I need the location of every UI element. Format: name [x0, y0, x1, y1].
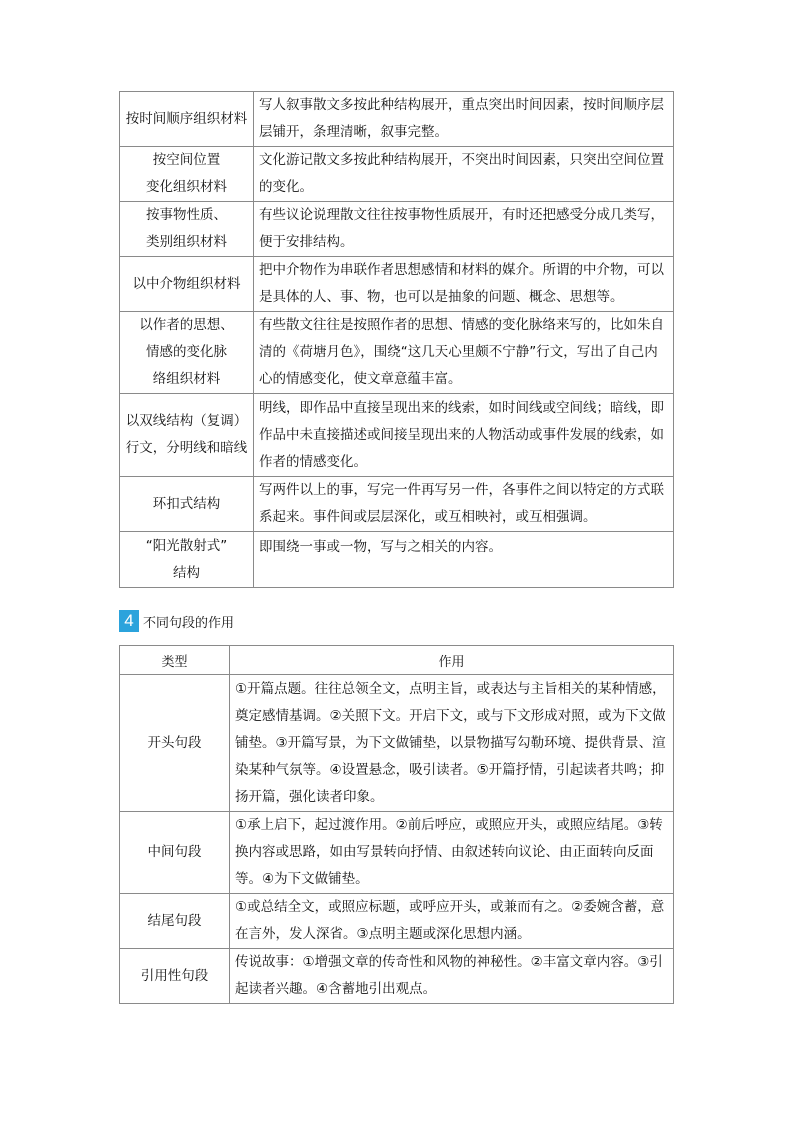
sentence-function-table — [119, 645, 674, 1004]
row-description: ①或总结全文，或照应标题，或呼应开头，或兼而有之。②委婉含蓄，意在言外，发人深省。③点明主题或深化思想内涵。 — [230, 894, 674, 949]
row-description: 明线，即作品中直接呈现出来的线索，如时间线或空间线；暗线，即作品中未直接描述或间接呈现出来的人物活动或事件发展的线索，如作者的情感变化。 — [254, 394, 674, 477]
table-row — [120, 312, 674, 394]
section-number-badge: 4 — [119, 610, 139, 632]
table-row — [120, 949, 674, 1004]
section-heading — [119, 610, 234, 632]
column-header-type: 类型 — [120, 646, 230, 675]
section-title: 不同句段的作用 — [143, 616, 235, 631]
row-label: 引用性句段 — [120, 949, 230, 1004]
row-label: 按空间位置 变化组织材料 — [120, 147, 254, 202]
row-description: 传说故事：①增强文章的传奇性和风物的神秘性。②丰富文章内容。③引起读者兴趣。④含蓄地引出观点。 — [230, 949, 674, 1004]
row-label: 以作者的思想、 情感的变化脉 络组织材料 — [120, 312, 254, 394]
table-row — [120, 894, 674, 949]
row-label: “阳光散射式” 结构 — [120, 532, 254, 588]
table-row — [120, 202, 674, 257]
table-row — [120, 257, 674, 312]
row-label: 开头句段 — [120, 675, 230, 812]
row-label: 按事物性质、 类别组织材料 — [120, 202, 254, 257]
table-row — [120, 92, 674, 147]
row-description: 有些散文往往是按照作者的思想、情感的变化脉络来写的，比如朱自清的《荷塘月色》，围绕“这几天心里颇不宁静”行文，写出了自己内心的情感变化，使文章意蕴丰富。 — [254, 312, 674, 394]
table-row — [120, 394, 674, 477]
row-label: 结尾句段 — [120, 894, 230, 949]
row-label: 环扣式结构 — [120, 477, 254, 532]
row-description: 有些议论说理散文往往按事物性质展开，有时还把感受分成几类写，便于安排结构。 — [254, 202, 674, 257]
row-description: 即围绕一事或一物，写与之相关的内容。 — [254, 532, 674, 588]
row-description: 写两件以上的事，写完一件再写另一件，各事件之间以特定的方式联系起来。事件间或层层深化，或互相映衬，或互相强调。 — [254, 477, 674, 532]
row-description: ①开篇点题。往往总领全文，点明主旨，或表达与主旨相关的某种情感，奠定感情基调。②关照下文。开启下文，或与下文形成对照，或为下文做铺垫。③开篇写景，为下文做铺垫，以景物描写勾勒环境、提供背景、渲染某种气氛等。④设置悬念，吸引读者。⑤开篇抒情，引起读者共鸣；抑扬开篇，强化读者印象。 — [230, 675, 674, 812]
row-description: ①承上启下，起过渡作用。②前后呼应，或照应开头，或照应结尾。③转换内容或思路，如由写景转向抒情、由叙述转向议论、由正面转向反面等。④为下文做铺垫。 — [230, 812, 674, 894]
row-label: 以双线结构（复调） 行文，分明线和暗线 — [120, 394, 254, 477]
structure-table — [119, 91, 674, 588]
row-description: 把中介物作为串联作者思想感情和材料的媒介。所谓的中介物，可以是具体的人、事、物，也可以是抽象的问题、概念、思想等。 — [254, 257, 674, 312]
table-header-row — [120, 646, 674, 675]
table-row — [120, 477, 674, 532]
column-header-function: 作用 — [230, 646, 674, 675]
table-row — [120, 812, 674, 894]
row-description: 文化游记散文多按此种结构展开，不突出时间因素，只突出空间位置的变化。 — [254, 147, 674, 202]
row-description: 写人叙事散文多按此种结构展开，重点突出时间因素，按时间顺序层层铺开，条理清晰，叙事完整。 — [254, 92, 674, 147]
row-label: 中间句段 — [120, 812, 230, 894]
table-row — [120, 675, 674, 812]
row-label: 按时间顺序组织材料 — [120, 92, 254, 147]
row-label: 以中介物组织材料 — [120, 257, 254, 312]
table-row — [120, 147, 674, 202]
table-row — [120, 532, 674, 588]
